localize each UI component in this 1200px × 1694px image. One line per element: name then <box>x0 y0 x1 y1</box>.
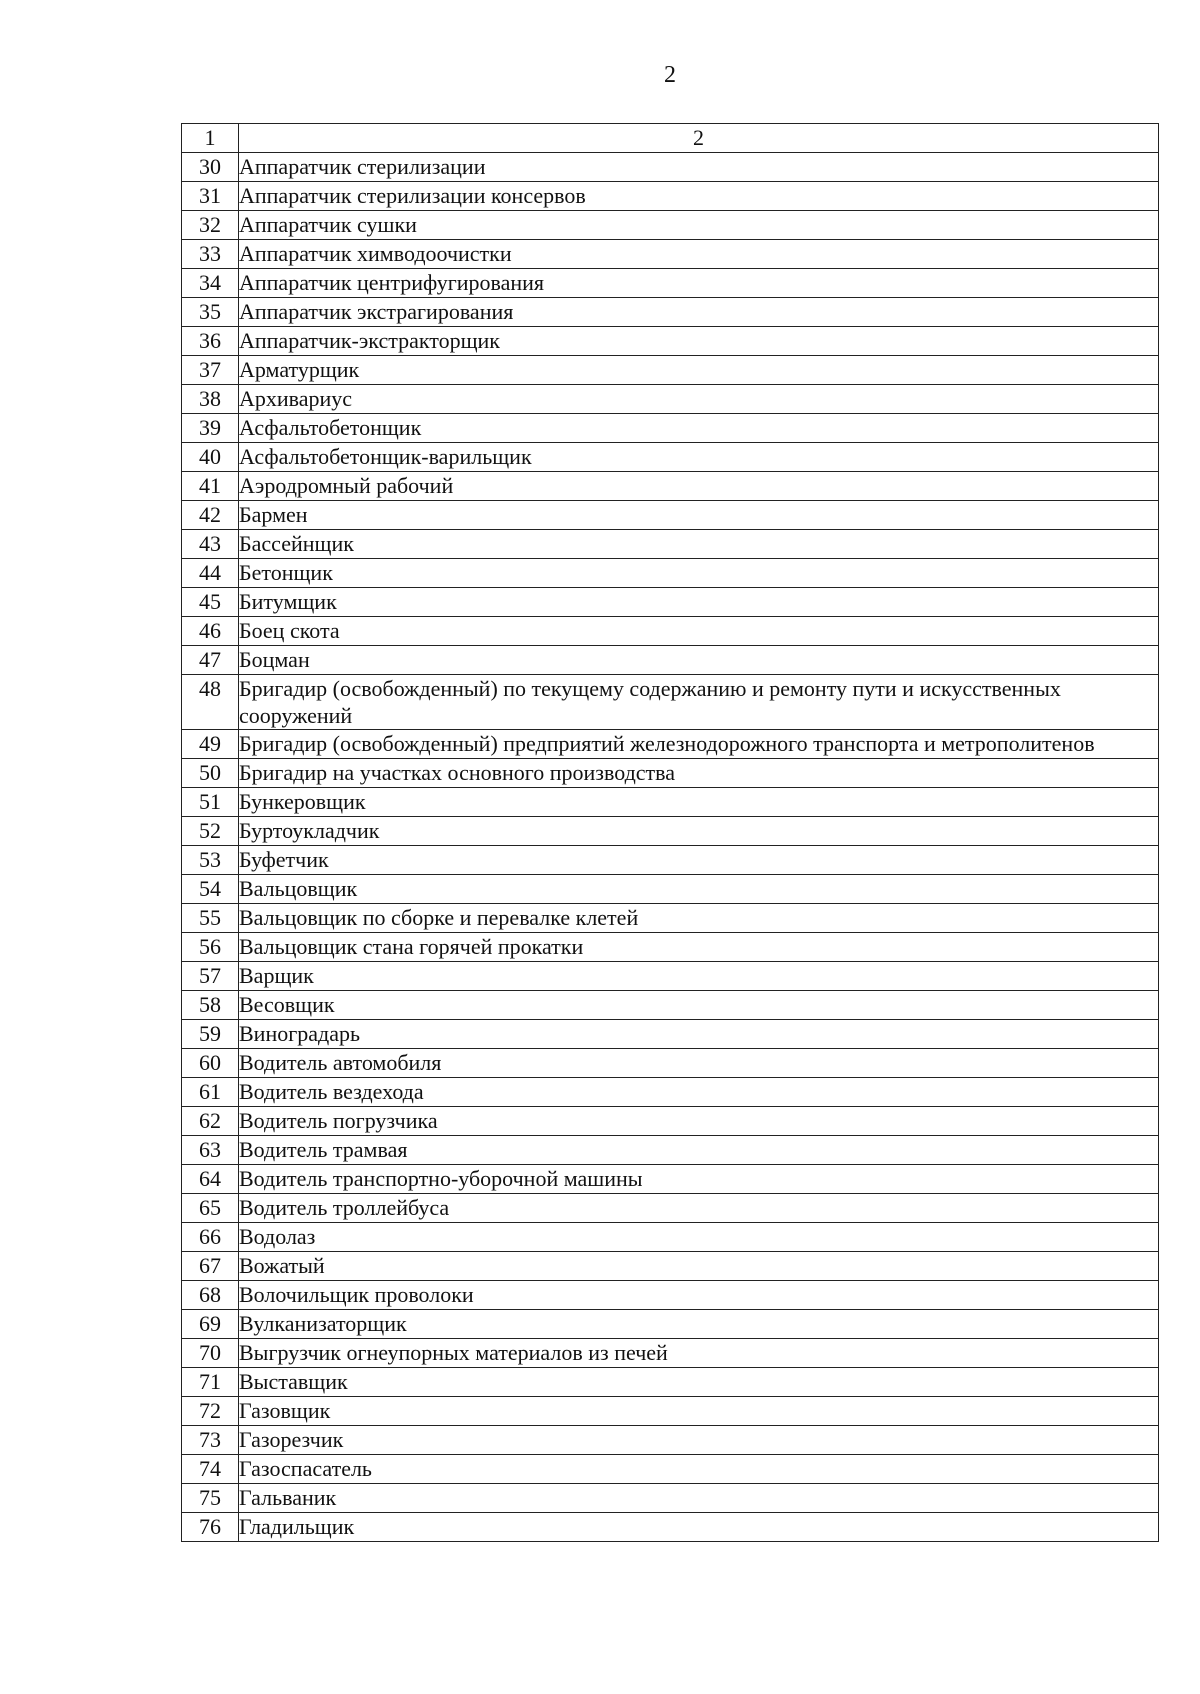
row-number: 47 <box>182 646 239 675</box>
row-number: 64 <box>182 1165 239 1194</box>
row-number: 33 <box>182 240 239 269</box>
row-number: 65 <box>182 1194 239 1223</box>
row-number: 72 <box>182 1397 239 1426</box>
table-row <box>182 443 1159 472</box>
table-row <box>182 269 1159 298</box>
table-row <box>182 1484 1159 1513</box>
table-row <box>182 414 1159 443</box>
profession-name: Буртоукладчик <box>239 817 1159 846</box>
row-number: 52 <box>182 817 239 846</box>
table-row <box>182 1078 1159 1107</box>
row-number: 62 <box>182 1107 239 1136</box>
profession-name: Бармен <box>239 501 1159 530</box>
profession-name: Выставщик <box>239 1368 1159 1397</box>
profession-name: Вулканизаторщик <box>239 1310 1159 1339</box>
row-number: 60 <box>182 1049 239 1078</box>
table-row <box>182 240 1159 269</box>
table-row <box>182 730 1159 759</box>
row-number: 31 <box>182 182 239 211</box>
profession-name: Боец скота <box>239 617 1159 646</box>
row-number: 37 <box>182 356 239 385</box>
row-number: 68 <box>182 1281 239 1310</box>
row-number: 66 <box>182 1223 239 1252</box>
table-row <box>182 675 1159 730</box>
row-number: 30 <box>182 153 239 182</box>
table-row <box>182 472 1159 501</box>
table-row <box>182 182 1159 211</box>
profession-name: Асфальтобетонщик <box>239 414 1159 443</box>
row-number: 40 <box>182 443 239 472</box>
row-number: 67 <box>182 1252 239 1281</box>
row-number: 49 <box>182 730 239 759</box>
profession-name: Виноградарь <box>239 1020 1159 1049</box>
table-row <box>182 1223 1159 1252</box>
row-number: 53 <box>182 846 239 875</box>
profession-name: Аппаратчик стерилизации <box>239 153 1159 182</box>
row-number: 44 <box>182 559 239 588</box>
profession-name: Волочильщик проволоки <box>239 1281 1159 1310</box>
row-number: 50 <box>182 759 239 788</box>
profession-name: Бункеровщик <box>239 788 1159 817</box>
profession-name: Водитель автомобиля <box>239 1049 1159 1078</box>
table-row <box>182 1107 1159 1136</box>
table-row <box>182 846 1159 875</box>
profession-name: Архивариус <box>239 385 1159 414</box>
table-row <box>182 817 1159 846</box>
profession-name: Водитель троллейбуса <box>239 1194 1159 1223</box>
row-number: 35 <box>182 298 239 327</box>
row-number: 41 <box>182 472 239 501</box>
row-number: 63 <box>182 1136 239 1165</box>
profession-name: Вальцовщик стана горячей прокатки <box>239 933 1159 962</box>
profession-name: Водитель погрузчика <box>239 1107 1159 1136</box>
header-col-1: 1 <box>182 124 239 153</box>
profession-name: Арматурщик <box>239 356 1159 385</box>
table-header-row <box>182 124 1159 153</box>
profession-name: Варщик <box>239 962 1159 991</box>
profession-name: Аппаратчик экстрагирования <box>239 298 1159 327</box>
table-row <box>182 904 1159 933</box>
table-row <box>182 1165 1159 1194</box>
table-row <box>182 1368 1159 1397</box>
row-number: 74 <box>182 1455 239 1484</box>
profession-name: Водитель транспортно-уборочной машины <box>239 1165 1159 1194</box>
row-number: 69 <box>182 1310 239 1339</box>
profession-name: Аппаратчик химводоочистки <box>239 240 1159 269</box>
table-row <box>182 617 1159 646</box>
table-row <box>182 559 1159 588</box>
row-number: 45 <box>182 588 239 617</box>
profession-name: Буфетчик <box>239 846 1159 875</box>
profession-name: Бригадир на участках основного производства <box>239 759 1159 788</box>
profession-name: Аппаратчик-экстракторщик <box>239 327 1159 356</box>
profession-name: Асфальтобетонщик-варильщик <box>239 443 1159 472</box>
table-row <box>182 991 1159 1020</box>
row-number: 39 <box>182 414 239 443</box>
row-number: 58 <box>182 991 239 1020</box>
table-row <box>182 1310 1159 1339</box>
profession-name: Весовщик <box>239 991 1159 1020</box>
profession-name: Водолаз <box>239 1223 1159 1252</box>
row-number: 32 <box>182 211 239 240</box>
profession-name: Боцман <box>239 646 1159 675</box>
table-row <box>182 1513 1159 1542</box>
row-number: 36 <box>182 327 239 356</box>
table-row <box>182 1049 1159 1078</box>
profession-name: Газоспасатель <box>239 1455 1159 1484</box>
row-number: 42 <box>182 501 239 530</box>
profession-name: Вожатый <box>239 1252 1159 1281</box>
row-number: 73 <box>182 1426 239 1455</box>
table-row <box>182 962 1159 991</box>
table-row <box>182 1455 1159 1484</box>
table-row <box>182 646 1159 675</box>
table-row <box>182 1397 1159 1426</box>
table-row <box>182 933 1159 962</box>
profession-name: Газорезчик <box>239 1426 1159 1455</box>
row-number: 46 <box>182 617 239 646</box>
table-row <box>182 211 1159 240</box>
profession-name: Водитель вездехода <box>239 1078 1159 1107</box>
table-row <box>182 875 1159 904</box>
table-row <box>182 1281 1159 1310</box>
profession-name: Выгрузчик огнеупорных материалов из печей <box>239 1339 1159 1368</box>
row-number: 48 <box>182 675 239 730</box>
row-number: 38 <box>182 385 239 414</box>
row-number: 75 <box>182 1484 239 1513</box>
row-number: 54 <box>182 875 239 904</box>
row-number: 71 <box>182 1368 239 1397</box>
table-row <box>182 588 1159 617</box>
table-row <box>182 1136 1159 1165</box>
row-number: 55 <box>182 904 239 933</box>
profession-name: Газовщик <box>239 1397 1159 1426</box>
table-body <box>182 124 1159 1542</box>
professions-table <box>181 123 1159 1542</box>
row-number: 43 <box>182 530 239 559</box>
profession-name: Бригадир (освобожденный) предприятий железнодорожного транспорта и метрополитенов <box>239 730 1159 759</box>
table-row <box>182 385 1159 414</box>
table-row <box>182 153 1159 182</box>
profession-name: Аппаратчик центрифугирования <box>239 269 1159 298</box>
table-row <box>182 1020 1159 1049</box>
row-number: 56 <box>182 933 239 962</box>
table-row <box>182 501 1159 530</box>
table-row <box>182 759 1159 788</box>
table-row <box>182 530 1159 559</box>
page-number: 2 <box>664 62 676 88</box>
table-row <box>182 1252 1159 1281</box>
row-number: 61 <box>182 1078 239 1107</box>
profession-name: Аэродромный рабочий <box>239 472 1159 501</box>
profession-name: Вальцовщик по сборке и перевалке клетей <box>239 904 1159 933</box>
profession-name: Бетонщик <box>239 559 1159 588</box>
profession-name: Битумщик <box>239 588 1159 617</box>
profession-name: Аппаратчик сушки <box>239 211 1159 240</box>
profession-name: Водитель трамвая <box>239 1136 1159 1165</box>
row-number: 76 <box>182 1513 239 1542</box>
row-number: 59 <box>182 1020 239 1049</box>
table-row <box>182 1426 1159 1455</box>
header-col-2: 2 <box>239 124 1159 153</box>
table-row <box>182 788 1159 817</box>
profession-name: Аппаратчик стерилизации консервов <box>239 182 1159 211</box>
row-number: 70 <box>182 1339 239 1368</box>
table-row <box>182 327 1159 356</box>
profession-name: Гладильщик <box>239 1513 1159 1542</box>
profession-name: Вальцовщик <box>239 875 1159 904</box>
table-row <box>182 1194 1159 1223</box>
profession-name: Гальваник <box>239 1484 1159 1513</box>
profession-name: Бассейнщик <box>239 530 1159 559</box>
row-number: 34 <box>182 269 239 298</box>
table-row <box>182 356 1159 385</box>
row-number: 57 <box>182 962 239 991</box>
table-row <box>182 1339 1159 1368</box>
table-row <box>182 298 1159 327</box>
profession-name: Бригадир (освобожденный) по текущему содержанию и ремонту пути и искусственных сооружений <box>239 675 1159 730</box>
row-number: 51 <box>182 788 239 817</box>
